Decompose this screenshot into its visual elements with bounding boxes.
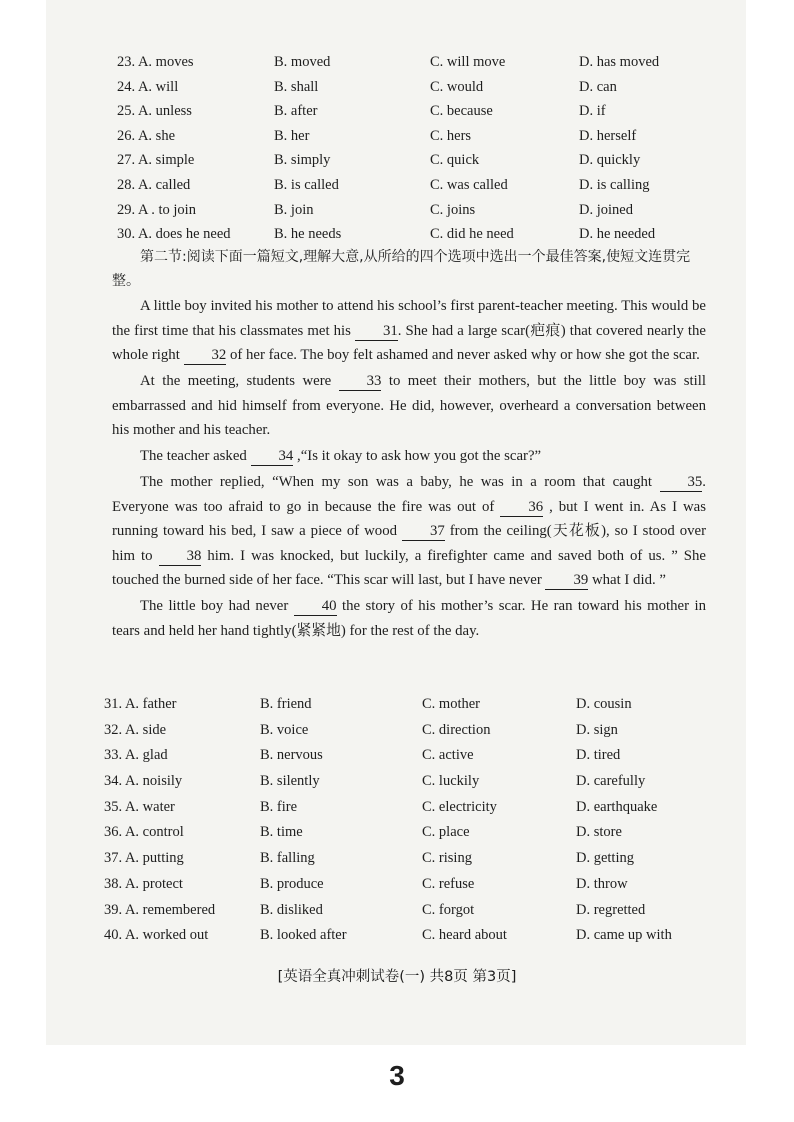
section-instructions: 第二节:阅读下面一篇短文,理解大意,从所给的四个选项中选出一个最佳答案,使短文连贯完整。 — [112, 249, 691, 289]
option-d: D. earthquake — [576, 798, 658, 815]
option-c: C. electricity — [422, 798, 497, 815]
option-c: C. hers — [430, 127, 472, 144]
option-c: C. forgot — [422, 901, 475, 918]
option-c: C. because — [430, 103, 493, 120]
option-b: B. he needs — [274, 226, 342, 243]
option-c: C. was called — [430, 176, 508, 193]
answer-blank: 39 — [545, 572, 588, 590]
option-b: B. her — [274, 127, 310, 144]
option-d: D. tired — [576, 747, 621, 764]
option-a: 29. A . to join — [117, 201, 196, 218]
answer-blank: 36 — [500, 499, 543, 517]
answer-blank: 37 — [402, 523, 445, 541]
option-c: C. rising — [422, 850, 472, 867]
option-d: D. came up with — [576, 927, 672, 944]
option-a: 31. A. father — [104, 696, 177, 712]
question-row — [104, 718, 724, 744]
option-c: C. direction — [422, 721, 491, 738]
question-row — [104, 769, 724, 795]
question-row — [104, 898, 724, 924]
option-b: B. silently — [260, 773, 320, 790]
option-a: 37. A. putting — [104, 850, 184, 867]
option-c: C. active — [422, 747, 474, 764]
option-c: C. will move — [430, 54, 506, 70]
option-b: B. falling — [260, 850, 315, 867]
option-d: D. carefully — [576, 773, 646, 790]
question-row — [117, 99, 717, 124]
question-row — [104, 743, 724, 769]
answer-blank: 32 — [184, 347, 227, 365]
passage-paragraph: A little boy invited his mother to attend his school’s first parent-teacher meeting. This would be the first time that his classmates met his 31. She had a large scar(疤痕) that covered nearly the whole right 32 of her face. The boy felt ashamed and never asked why or how she got the scar. — [112, 298, 706, 363]
option-a: 34. A. noisily — [104, 773, 183, 790]
answer-blank: 38 — [159, 548, 202, 566]
option-a: 36. A. control — [104, 824, 184, 841]
question-row — [104, 846, 724, 872]
option-a: 32. A. side — [104, 721, 167, 738]
option-d: D. joined — [579, 201, 633, 218]
answer-blank: 35 — [660, 474, 703, 492]
option-b: B. looked after — [260, 927, 347, 944]
option-d: D. regretted — [576, 901, 646, 918]
option-d: D. store — [576, 824, 622, 841]
option-b: B. fire — [260, 798, 298, 815]
option-b: B. voice — [260, 721, 309, 738]
question-row — [117, 75, 717, 100]
option-c: C. joins — [430, 201, 476, 218]
option-b: B. simply — [274, 152, 331, 169]
option-b: B. time — [260, 824, 303, 841]
page-number: 3 — [389, 1060, 405, 1091]
option-b: B. moved — [274, 54, 331, 70]
answer-blank: 34 — [251, 448, 294, 466]
option-d: D. herself — [579, 127, 637, 144]
question-row — [117, 50, 717, 75]
passage-paragraph: The mother replied, “When my son was a baby, he was in a room that caught 35. Everyone was too afraid to go in because the fire was out of 36 , but I went in. As I was running toward his bed, I saw a piece of wood 37 from the ceiling(天花板), so I stood over him to 38 him. I was knocked, but luckily, a firefighter came and saved both of us. ” She touched the burned side of her face. “This scar will last, but I have never 39 what I did. ” — [112, 474, 706, 588]
option-c: C. mother — [422, 696, 480, 712]
passage-paragraph: The little boy had never 40 the story of his mother’s scar. He ran toward his mother in tears and held her hand tightly(紧紧地) for the rest of the day. — [112, 598, 706, 639]
option-a: 26. A. she — [117, 127, 175, 144]
option-d: D. has moved — [579, 54, 660, 70]
option-c: C. luckily — [422, 773, 480, 790]
option-a: 24. A. will — [117, 78, 179, 95]
question-row — [104, 923, 724, 949]
passage-paragraph: At the meeting, students were 33 to meet their mothers, but the little boy was still embarrassed and hid himself from everyone. He did, however, overheard a conversation between his mother and his teacher. — [112, 373, 707, 438]
question-list-top — [117, 50, 717, 247]
option-b: B. is called — [274, 176, 339, 193]
question-list-bottom — [104, 692, 724, 949]
option-c: C. did he need — [430, 226, 514, 243]
question-row — [117, 148, 717, 173]
option-c: C. heard about — [422, 927, 507, 944]
option-d: D. getting — [576, 850, 634, 867]
option-a: 33. A. glad — [104, 747, 168, 764]
question-row — [117, 222, 717, 247]
option-b: B. friend — [260, 696, 312, 712]
answer-blank: 33 — [339, 373, 382, 391]
option-a: 40. A. worked out — [104, 927, 209, 944]
option-a: 30. A. does he need — [117, 226, 231, 243]
option-c: C. place — [422, 824, 470, 841]
option-d: D. if — [579, 103, 606, 120]
question-row — [117, 124, 717, 149]
option-d: D. throw — [576, 875, 628, 892]
option-d: D. he needed — [579, 226, 656, 243]
option-c: C. would — [430, 78, 484, 95]
option-a: 38. A. protect — [104, 875, 183, 892]
option-b: B. shall — [274, 78, 319, 95]
option-c: C. quick — [430, 152, 480, 169]
question-row — [104, 795, 724, 821]
answer-blank: 40 — [294, 598, 337, 616]
option-b: B. produce — [260, 875, 324, 892]
option-d: D. sign — [576, 721, 618, 738]
option-d: D. can — [579, 78, 617, 95]
question-row — [117, 198, 717, 223]
question-row — [104, 872, 724, 898]
option-a: 27. A. simple — [117, 152, 195, 169]
option-a: 23. A. moves — [117, 54, 194, 70]
reading-passage — [112, 294, 706, 645]
passage-paragraph: The teacher asked 34 ,“Is it okay to ask how you got the scar?” — [140, 448, 542, 464]
option-d: D. is calling — [579, 176, 650, 193]
question-row — [104, 820, 724, 846]
option-b: B. join — [274, 201, 314, 218]
option-d: D. cousin — [576, 696, 632, 712]
option-a: 35. A. water — [104, 798, 175, 815]
question-row — [117, 173, 717, 198]
option-a: 39. A. remembered — [104, 901, 216, 918]
option-a: 28. A. called — [117, 176, 191, 193]
option-c: C. refuse — [422, 875, 475, 892]
option-b: B. disliked — [260, 901, 323, 918]
answer-blank: 31 — [355, 323, 398, 341]
option-b: B. nervous — [260, 747, 323, 764]
option-d: D. quickly — [579, 152, 641, 169]
page-footer: [英语全真冲刺试卷(一) 共8页 第3页] — [277, 969, 517, 985]
option-b: B. after — [274, 103, 318, 120]
question-row — [104, 692, 724, 718]
option-a: 25. A. unless — [117, 103, 192, 120]
